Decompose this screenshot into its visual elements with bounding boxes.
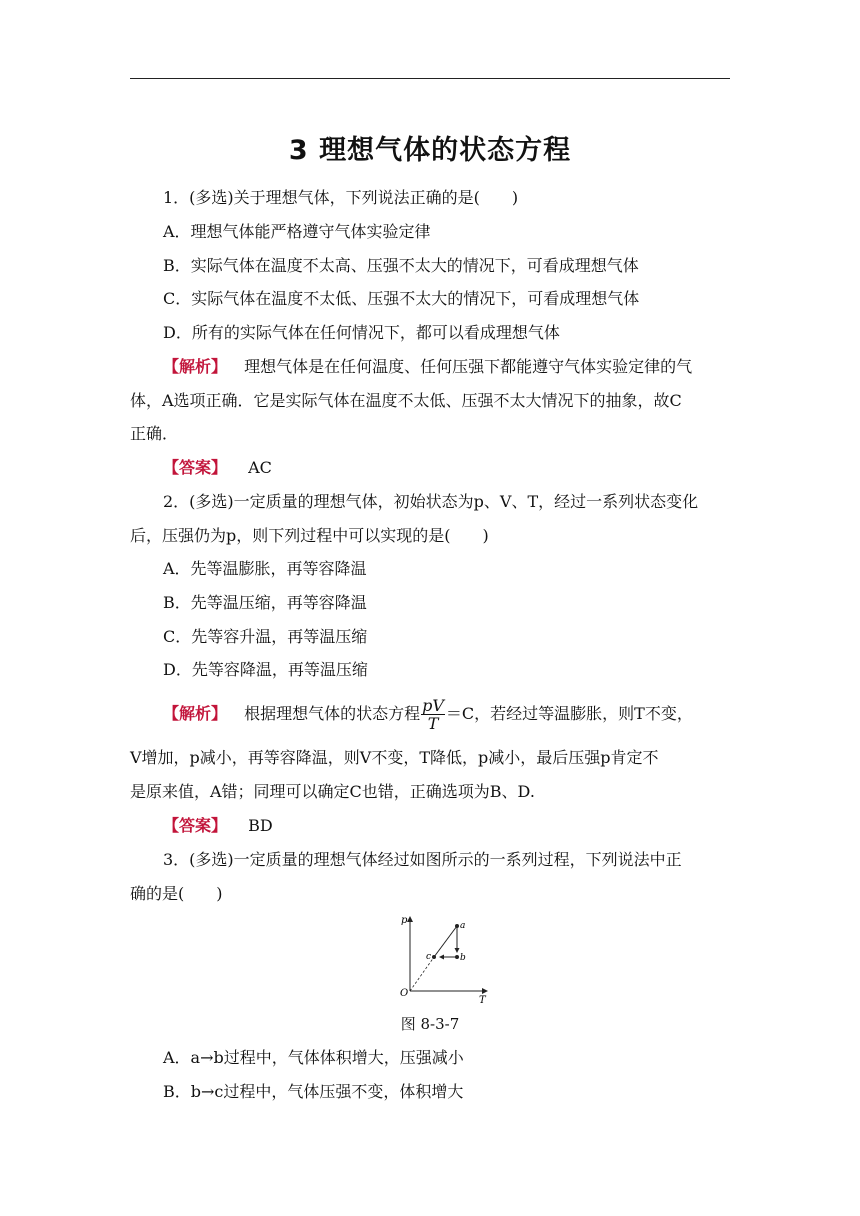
q2-analysis-text-pre: 根据理想气体的状态方程 [244,704,421,723]
fraction-denominator: T [427,714,439,733]
q1-analysis-line-2: 体，A选项正确．它是实际气体在温度不太低、压强不太大情况下的抽象，故C [130,391,682,410]
point-b-label: b [460,953,466,963]
q2-analysis-line-1 [163,697,693,732]
p-t-diagram-svg [395,905,495,1005]
q1-analysis-line-1 [163,356,692,378]
p-t-diagram [395,905,495,1009]
extension-dashed-line [410,957,434,991]
p-axis-label: p [401,915,408,926]
point-a [455,924,459,928]
q1-option-d: D．所有的实际气体在任何情况下，都可以看成理想气体 [163,323,560,342]
q2-option-b: B．先等温压缩，再等容降温 [163,593,367,612]
process-c-a [434,926,457,957]
q3-option-b: B．b→c过程中，气体压强不变，体积增大 [163,1082,464,1101]
point-c-label: c [426,952,432,962]
q2-option-a: A．先等温膨胀，再等容降温 [163,559,367,578]
q1-analysis-text-1: 理想气体是在任何温度、任何压强下都能遵守气体实验定律的气 [244,357,693,376]
q2-stem-line-1: 2．(多选)一定质量的理想气体，初始状态为p、V、T，经过一系列状态变化 [163,492,699,511]
q2-stem-line-2: 后，压强仍为p，则下列过程中可以实现的是( ) [130,526,489,545]
q2-answer: BD [248,816,273,835]
point-c [432,955,436,959]
q1-option-c: C．实际气体在温度不太低、压强不太大的情况下，可看成理想气体 [163,289,640,308]
origin-label: O [400,988,409,999]
t-axis-label: T [479,995,486,1005]
q1-option-b: B．实际气体在温度不太高、压强不太大的情况下，可看成理想气体 [163,256,639,275]
q2-answer-tag: 【答案】 [163,816,228,835]
q2-option-c: C．先等容升温，再等温压缩 [163,627,368,646]
q1-stem: 1．(多选)关于理想气体，下列说法正确的是( ) [163,188,519,207]
q2-option-d: D．先等容降温，再等温压缩 [163,660,368,679]
q3-stem-line-1: 3．(多选)一定质量的理想气体经过如图所示的一系列过程，下列说法中正 [163,850,682,869]
fraction-numerator: pV [422,696,444,715]
q1-answer-line [163,457,272,479]
q1-analysis-line-3: 正确． [130,424,179,443]
q2-answer-line [163,815,273,837]
q1-answer: AC [248,458,272,477]
q2-analysis-tag: 【解析】 [163,704,228,723]
q1-analysis-tag: 【解析】 [163,357,228,376]
point-a-label: a [460,921,466,931]
q3-stem-line-2: 确的是( ) [130,884,223,903]
q2-analysis-text-post: ＝C，若经过等温膨胀，则T不变， [445,704,693,723]
q1-option-a: A．理想气体能严格遵守气体实验定律 [163,222,431,241]
state-equation-fraction [421,697,445,732]
header-rule [130,78,730,79]
page-title: 3 理想气体的状态方程 [288,135,572,166]
figure-caption: 图 8-3-7 [400,1015,460,1033]
q2-analysis-line-2: V增加，p减小，再等容降温，则V不变，T降低，p减小，最后压强p肯定不 [130,748,659,767]
point-b [455,955,459,959]
q2-analysis-line-3: 是原来值，A错；同理可以确定C也错，正确选项为B、D. [130,782,535,801]
q1-answer-tag: 【答案】 [163,458,228,477]
q3-option-a: A．a→b过程中，气体体积增大，压强减小 [163,1048,464,1067]
